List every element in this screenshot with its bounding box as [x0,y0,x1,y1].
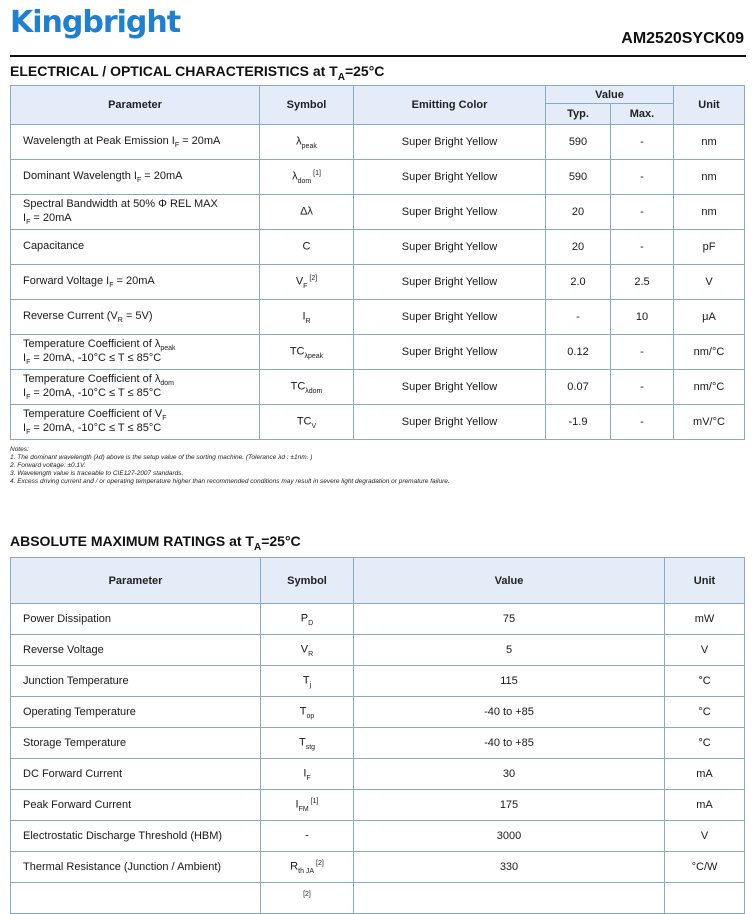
symbol-text: TC [289,345,305,358]
param-cell [11,370,260,405]
max-value-cell: 2.5 [611,265,674,300]
symbol-subscript: λdom [305,387,323,395]
param-text: Temperature Coefficient of λ [23,372,161,385]
max-value-cell: 10 [611,300,674,335]
header-max: Max. [611,104,674,125]
unit-cell: V [665,635,745,666]
unit-cell: °C [665,666,745,697]
param-line-2 [23,387,255,401]
param-subscript: F [26,394,31,402]
table-row [11,604,745,635]
param-subscript: F [26,429,31,437]
symbol-subscript: R [308,650,314,658]
param-subscript: F [26,359,31,367]
value-cell: 330 [354,852,665,883]
emitting-color-cell: Super Bright Yellow [354,160,546,195]
symbol-text: T [302,674,310,687]
symbol-cell [260,265,354,300]
symbol-subscript: op [306,712,315,720]
table-row [11,697,745,728]
unit-cell: mA [665,759,745,790]
notes-heading: Notes: [10,446,29,453]
param-text-rest: = 20mA, -10°C ≤ T ≤ 85°C [30,387,162,399]
header-parameter: Parameter [11,86,260,125]
note-4: 4. Excess driving current and / or operating temperature higher than recommended conditions may result in severe light degradation or premature failure. [10,478,450,485]
typ-value-cell: 590 [546,160,611,195]
param-text: Dominant Wavelength I [23,169,137,182]
abs-header-value: Value [354,558,665,604]
typ-value-cell: 20 [546,195,611,230]
header-value: Value [546,86,674,104]
absolute-maximum-ratings-table [10,557,745,914]
param-text: Wavelength at Peak Emission I [23,134,175,147]
param-cell [11,230,260,265]
typ-value-cell: 590 [546,125,611,160]
symbol-text: T [298,736,306,749]
symbol-text: T [299,705,307,718]
value-cell: 3000 [354,821,665,852]
emitting-color-cell: Super Bright Yellow [354,125,546,160]
param-cell: Power Dissipation [11,604,261,635]
symbol-cell [260,195,354,230]
symbol-cell [261,883,354,914]
table-row [11,728,745,759]
unit-cell: mW [665,604,745,635]
value-cell: 75 [354,604,665,635]
symbol-text: V [300,643,309,656]
typ-value-cell: 0.12 [546,335,611,370]
header-typ: Typ. [546,104,611,125]
param-text-rest: = 20mA, -10°C ≤ T ≤ 85°C [30,352,162,364]
electrical-title-prefix: ELECTRICAL / OPTICAL CHARACTERISTICS at T [10,63,338,79]
unit-cell: nm/°C [674,370,745,405]
value-cell: 30 [354,759,665,790]
symbol-subscript: F [306,774,311,782]
symbol-cell [260,160,354,195]
symbol-text: I [302,310,306,323]
param-subscript: F [174,142,180,150]
param-subscript: F [162,415,167,422]
electrical-section-title [10,63,384,83]
param-cell [11,883,261,914]
param-cell [11,405,260,440]
symbol-cell [261,852,354,883]
symbol-subscript: dom [297,177,312,185]
param-cell: Operating Temperature [11,697,261,728]
symbol-text: - [305,829,309,842]
symbol-subscript: F [303,282,308,290]
param-text: Temperature Coefficient of λ [23,337,161,350]
header-symbol: Symbol [260,86,354,125]
symbol-text: I [295,798,299,811]
param-line-1 [23,408,255,422]
symbol-text: TC [290,380,306,393]
symbol-cell [261,790,354,821]
symbol-text: P [300,612,309,625]
max-value-cell: - [611,405,674,440]
param-cell: Reverse Voltage [11,635,261,666]
param-text: I [23,422,27,434]
electrical-title-suffix: =25°C [344,63,385,79]
unit-cell: μA [674,300,745,335]
param-line-1 [23,338,255,352]
param-line-1 [23,198,255,212]
note-3: 3. Wavelength value is traceable to CIE127-2007 standards. [10,470,184,477]
param-cell: DC Forward Current [11,759,261,790]
param-text: Spectral Bandwidth at 50% Φ REL MAX [23,197,218,210]
note-2: 2. Forward voltage: ±0.1V. [10,462,86,469]
symbol-subscript: V [311,422,317,430]
param-text: Capacitance [23,239,85,252]
param-line-2 [23,422,255,436]
table-row [11,405,745,440]
param-cell: Junction Temperature [11,666,261,697]
absolute-section-title [10,533,301,553]
absolute-title-prefix: ABSOLUTE MAXIMUM RATINGS at T [10,533,254,549]
brand-logo: Kingbright [10,5,181,40]
symbol-superscript: [2] [303,890,311,898]
unit-cell: °C/W [665,852,745,883]
value-cell [354,883,665,914]
param-line-2 [23,212,255,226]
symbol-cell [260,335,354,370]
electrical-title-sub: A [337,71,345,83]
param-text-rest: = 5V) [122,309,153,322]
param-line-1 [23,310,255,324]
symbol-superscript: [2] [314,859,324,867]
param-text: Reverse Current (V [23,309,118,322]
unit-cell: V [665,821,745,852]
notes-block [10,446,730,486]
table-row [11,230,745,265]
param-line-2 [23,352,255,366]
symbol-cell [261,728,354,759]
unit-cell: nm [674,195,745,230]
param-line-1 [23,275,255,289]
emitting-color-cell: Super Bright Yellow [354,370,546,405]
part-number: AM2520SYCK09 [621,30,744,47]
param-text: Forward Voltage I [23,274,110,287]
table-row [11,335,745,370]
param-subscript: F [109,282,114,290]
typ-value-cell: -1.9 [546,405,611,440]
symbol-text: I [303,767,307,780]
param-cell [11,265,260,300]
param-line-1 [23,135,255,149]
unit-cell: V [674,265,745,300]
unit-cell: °C [665,728,745,759]
param-cell: Peak Forward Current [11,790,261,821]
abs-header-unit: Unit [665,558,745,604]
unit-cell: mV/°C [674,405,745,440]
symbol-subscript: stg [305,743,316,751]
param-cell [11,300,260,335]
symbol-subscript: peak [301,142,317,150]
abs-header-symbol: Symbol [261,558,354,604]
emitting-color-cell: Super Bright Yellow [354,195,546,230]
symbol-superscript: [1] [311,169,321,177]
unit-cell: pF [674,230,745,265]
table-row [11,852,745,883]
typ-value-cell: - [546,300,611,335]
param-line-1 [23,170,255,184]
param-cell [11,335,260,370]
unit-cell: °C [665,697,745,728]
symbol-cell [261,759,354,790]
table-row [11,125,745,160]
param-text-rest: = 20mA [113,274,155,287]
symbol-cell [261,604,354,635]
symbol-cell [260,230,354,265]
param-text-rest: = 20mA [30,212,72,224]
symbol-cell [261,666,354,697]
symbol-superscript: [1] [308,797,319,805]
param-cell: Thermal Resistance (Junction / Ambient) [11,852,261,883]
symbol-text: λ [296,135,302,148]
param-line-1 [23,240,255,254]
value-cell: 5 [354,635,665,666]
absolute-title-sub: A [253,541,262,553]
emitting-color-cell: Super Bright Yellow [354,405,546,440]
header-divider [10,55,746,57]
electrical-characteristics-table [10,85,745,440]
emitting-color-cell: Super Bright Yellow [354,335,546,370]
typ-value-cell: 2.0 [546,265,611,300]
symbol-subscript: j [309,681,312,689]
absolute-title-suffix: =25°C [261,533,301,549]
unit-cell: nm [674,125,745,160]
table-row [11,195,745,230]
table-row [11,160,745,195]
abs-header-parameter: Parameter [11,558,261,604]
typ-value-cell: 20 [546,230,611,265]
unit-cell: nm [674,160,745,195]
param-text: I [23,352,27,364]
symbol-cell [260,125,354,160]
param-text-rest: = 20mA [141,169,183,182]
electrical-table-body [11,125,745,440]
param-cell [11,125,260,160]
param-subscript: F [136,177,142,185]
param-cell [11,160,260,195]
symbol-cell [261,635,354,666]
max-value-cell: - [611,370,674,405]
emitting-color-cell: Super Bright Yellow [354,230,546,265]
typ-value-cell: 0.07 [546,370,611,405]
max-value-cell: - [611,335,674,370]
symbol-text: Δλ [300,205,313,218]
table-row [11,265,745,300]
max-value-cell: - [611,230,674,265]
table-row [11,666,745,697]
param-text: I [23,387,27,399]
param-line-1 [23,373,255,387]
table-row [11,821,745,852]
symbol-text: R [290,860,299,873]
table-row [11,370,745,405]
value-cell: -40 to +85 [354,728,665,759]
table-row [11,635,745,666]
symbol-subscript: th JA [298,867,315,875]
symbol-subscript: R [305,317,311,325]
max-value-cell: - [611,195,674,230]
value-cell: -40 to +85 [354,697,665,728]
symbol-subscript: D [308,619,314,627]
table-row [11,883,745,914]
unit-cell: mA [665,790,745,821]
param-text: I [23,212,27,224]
header-unit: Unit [674,86,745,125]
param-subscript: F [26,219,31,227]
symbol-text: TC [296,415,312,428]
emitting-color-cell: Super Bright Yellow [354,265,546,300]
unit-cell: nm/°C [674,335,745,370]
header-emitting-color: Emitting Color [354,86,546,125]
param-cell: Storage Temperature [11,728,261,759]
value-cell: 115 [354,666,665,697]
symbol-subscript: FM [298,805,309,813]
symbol-superscript: [2] [307,274,318,282]
symbol-cell [260,370,354,405]
emitting-color-cell: Super Bright Yellow [354,300,546,335]
param-text: Temperature Coefficient of V [23,407,163,420]
unit-cell [665,883,745,914]
table-row [11,759,745,790]
symbol-cell [261,697,354,728]
table-row [11,300,745,335]
symbol-text: V [295,275,304,288]
param-text-rest: = 20mA [179,134,221,147]
table-row [11,790,745,821]
param-cell [11,195,260,230]
note-1: 1. The dominant wavelength (λd) above is the setup value of the sorting machine. (Tolerance λd : ±1nm. ) [10,454,313,461]
symbol-cell [261,821,354,852]
symbol-text: C [302,240,311,253]
absolute-table-body [11,604,745,914]
symbol-cell [260,300,354,335]
max-value-cell: - [611,125,674,160]
symbol-subscript: λpeak [304,352,324,360]
param-subscript: dom [160,380,174,387]
param-subscript: peak [160,345,176,352]
symbol-text: λ [292,170,298,183]
param-cell: Electrostatic Discharge Threshold (HBM) [11,821,261,852]
value-cell: 175 [354,790,665,821]
param-text-rest: = 20mA, -10°C ≤ T ≤ 85°C [30,422,162,434]
symbol-cell [260,405,354,440]
max-value-cell: - [611,160,674,195]
param-subscript: R [117,317,123,325]
